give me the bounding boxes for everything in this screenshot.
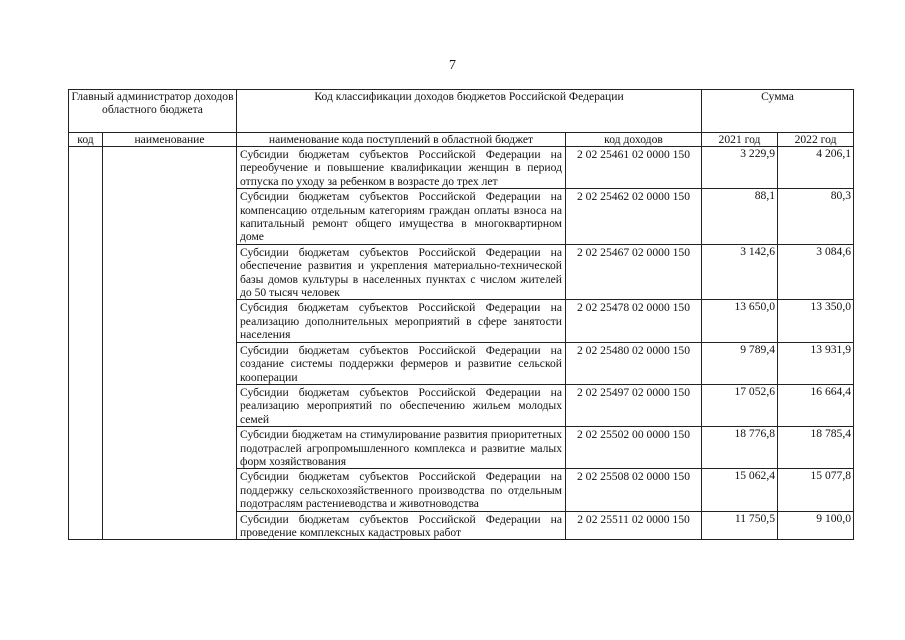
sum-2022: 16 664,4 (778, 384, 854, 426)
income-name: Субсидии бюджетам субъектов Российской Федерации на реализацию мероприятий по обеспечению жильем молодых семей (237, 384, 566, 426)
header-col-income-code: код доходов (566, 133, 702, 147)
sum-2021: 3 229,9 (702, 147, 778, 189)
sum-2021: 15 062,4 (702, 469, 778, 511)
sum-2021: 88,1 (702, 189, 778, 245)
sum-2021: 18 776,8 (702, 427, 778, 469)
income-name: Субсидии бюджетам субъектов Российской Федерации на поддержку сельскохозяйственного производства по отдельным подотраслям растениеводства и животноводства (237, 469, 566, 511)
sum-2022: 4 206,1 (778, 147, 854, 189)
income-code: 2 02 25461 02 0000 150 (566, 147, 702, 189)
header-admin: Главный администратор доходов областного бюджета (69, 90, 237, 133)
header-classification: Код классификации доходов бюджетов Российской Федерации (237, 90, 702, 133)
sum-2021: 11 750,5 (702, 511, 778, 540)
header-row-secondary (69, 133, 854, 147)
sum-2022: 3 084,6 (778, 244, 854, 300)
income-code: 2 02 25508 02 0000 150 (566, 469, 702, 511)
sum-2022: 15 077,8 (778, 469, 854, 511)
income-code: 2 02 25511 02 0000 150 (566, 511, 702, 540)
sum-2021: 13 650,0 (702, 300, 778, 342)
income-code: 2 02 25467 02 0000 150 (566, 244, 702, 300)
header-col-2021: 2021 год (702, 133, 778, 147)
table-row (69, 147, 854, 189)
header-col-income-name: наименование кода поступлений в областной бюджет (237, 133, 566, 147)
sum-2022: 80,3 (778, 189, 854, 245)
header-row-primary (69, 90, 854, 133)
header-sum: Сумма (702, 90, 854, 133)
admin-code-cell (69, 147, 103, 540)
income-name: Субсидии бюджетам субъектов Российской Федерации на переобучение и повышение квалификации женщин в период отпуска по уходу за ребенком в возрасте до трех лет (237, 147, 566, 189)
income-name: Субсидии бюджетам субъектов Российской Федерации на проведение комплексных кадастровых работ (237, 511, 566, 540)
admin-name-cell (103, 147, 237, 540)
header-col-code: код (69, 133, 103, 147)
budget-table (68, 89, 854, 540)
sum-2021: 17 052,6 (702, 384, 778, 426)
income-name: Субсидии бюджетам на стимулирование развития приоритетных подотраслей агропромышленного комплекса и развитие малых форм хозяйствования (237, 427, 566, 469)
income-name: Субсидии бюджетам субъектов Российской Федерации на обеспечение развития и укрепления материально-технической базы домов культуры в населенных пунктах с числом жителей до 50 тысяч человек (237, 244, 566, 300)
income-name: Субсидии бюджетам субъектов Российской Федерации на создание системы поддержки фермеров и развитие сельской кооперации (237, 342, 566, 384)
header-col-name: наименование (103, 133, 237, 147)
sum-2021: 9 789,4 (702, 342, 778, 384)
income-code: 2 02 25502 00 0000 150 (566, 427, 702, 469)
header-col-2022: 2022 год (778, 133, 854, 147)
income-code: 2 02 25478 02 0000 150 (566, 300, 702, 342)
income-name: Субсидии бюджетам субъектов Российской Федерации на компенсацию отдельным категориям граждан оплаты взноса на капитальный ремонт общего имущества в многоквартирном доме (237, 189, 566, 245)
page-number: 7 (449, 58, 456, 73)
sum-2022: 13 931,9 (778, 342, 854, 384)
income-code: 2 02 25480 02 0000 150 (566, 342, 702, 384)
sum-2022: 13 350,0 (778, 300, 854, 342)
income-code: 2 02 25462 02 0000 150 (566, 189, 702, 245)
income-name: Субсидия бюджетам субъектов Российской Федерации на реализацию дополнительных мероприятий в сфере занятости населения (237, 300, 566, 342)
income-code: 2 02 25497 02 0000 150 (566, 384, 702, 426)
sum-2022: 18 785,4 (778, 427, 854, 469)
sum-2022: 9 100,0 (778, 511, 854, 540)
sum-2021: 3 142,6 (702, 244, 778, 300)
